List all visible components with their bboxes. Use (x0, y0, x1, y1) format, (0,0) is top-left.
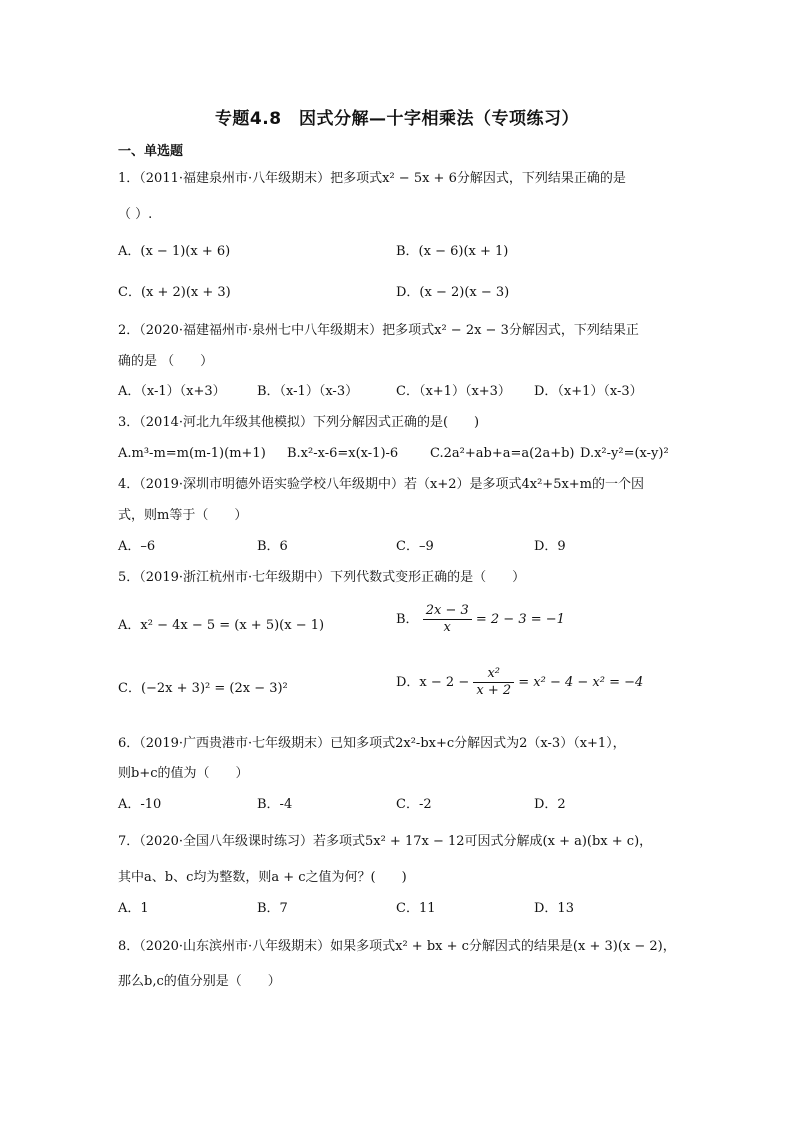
q2-option-a: A．（x-1）（x+3） (118, 384, 226, 399)
q1-option-d: D．(x − 2)(x − 3) (396, 285, 510, 300)
q5-option-d-rest: = x² − 4 − x² = −4 (518, 675, 644, 690)
q8-stem-line1: 8．（2020·山东滨州市·八年级期末）如果多项式x² + bx + c分解因式的结果是(x + 3)(x − 2)， (118, 939, 676, 954)
q6-option-a: A．-10 (118, 797, 162, 812)
q4-option-b: B．6 (257, 539, 288, 554)
q5-option-b-rest: = 2 − 3 = −1 (475, 612, 565, 627)
q5-option-c: C．(−2x + 3)² = (2x − 3)² (118, 681, 288, 696)
page-title: 专题4.8 因式分解—十字相乘法（专项练习） (214, 109, 580, 129)
q5-option-d-numerator: x² (473, 666, 514, 683)
q7-stem-line2: 其中a、b、c均为整数，则a + c之值为何？( ) (118, 870, 407, 885)
q4-option-d: D．9 (534, 539, 566, 554)
q3-option-d: D.x²-y²=(x-y)² (580, 446, 669, 461)
q1-stem-line1: 1．（2011·福建泉州市·八年级期末）把多项式x² − 5x + 6分解因式，下列结果正确的是 (118, 171, 626, 186)
q4-option-a: A．–6 (118, 539, 156, 554)
q2-stem-line1: 2．（2020·福建福州市·泉州七中八年级期末）把多项式x² − 2x − 3分解因式，下列结果正 (118, 323, 639, 338)
q6-option-d: D．2 (534, 797, 566, 812)
q5-option-d-denominator: x + 2 (476, 683, 512, 698)
q1-option-c: C．(x + 2)(x + 3) (118, 285, 231, 300)
q2-stem-line2: 确的是 （ ） (118, 354, 214, 369)
q7-option-d: D．13 (534, 901, 574, 916)
q6-stem-line2: 则b+c的值为（ ） (118, 766, 249, 781)
q7-option-c: C．11 (396, 901, 436, 916)
q6-option-c: C．-2 (396, 797, 432, 812)
q5-option-b-label: B． (396, 612, 419, 627)
q5-option-b-fraction (423, 603, 472, 636)
q3-option-b: B.x²-x-6=x(x-1)-6 (287, 446, 399, 461)
q1-stem-line2: （ ）. (118, 207, 153, 222)
q7-option-b: B．7 (257, 901, 288, 916)
q6-option-b: B．-4 (257, 797, 293, 812)
q1-option-b: B．(x − 6)(x + 1) (396, 244, 509, 259)
q5-option-a: A．x² − 4x − 5 = (x + 5)(x − 1) (118, 618, 325, 633)
q7-stem-line1: 7．（2020·全国八年级课时练习）若多项式5x² + 17x − 12可因式分解成(x + a)(bx + c)， (118, 834, 653, 849)
q5-option-b (396, 603, 565, 636)
q8-stem-line2: 那么b,c的值分别是（ ） (118, 974, 281, 989)
q4-stem-line1: 4．（2019·深圳市明德外语实验学校八年级期中）若（x+2）是多项式4x²+5x+m的一个因 (118, 477, 645, 492)
q5-option-b-denominator: x (443, 620, 451, 635)
q5-option-d (396, 666, 643, 699)
q2-option-b: B．（x-1）（x-3） (257, 384, 359, 399)
q2-option-d: D．（x+1）（x-3） (534, 384, 643, 399)
q4-stem-line2: 式，则m等于（ ） (118, 508, 248, 523)
section-heading: 一、单选题 (118, 144, 184, 159)
q1-option-a: A．(x − 1)(x + 6) (118, 244, 231, 259)
q6-stem-line1: 6．（2019·广西贵港市·七年级期末）已知多项式2x²-bx+c分解因式为2（x-3）（x+1）， (118, 736, 626, 751)
q4-option-c: C．–9 (396, 539, 434, 554)
q5-option-d-label: D．x − 2 − (396, 675, 470, 690)
q2-option-c: C．（x+1）（x+3） (396, 384, 511, 399)
q5-option-b-numerator: 2x − 3 (423, 603, 472, 620)
q7-option-a: A．1 (118, 901, 149, 916)
q3-option-a: A.m³-m=m(m-1)(m+1) (118, 446, 266, 461)
q3-option-c: C.2a²+ab+a=a(2a+b) (430, 446, 575, 461)
q3-stem-line1: 3．（2014·河北九年级其他模拟）下列分解因式正确的是( ) (118, 415, 480, 430)
q5-stem-line1: 5．（2019·浙江杭州市·七年级期中）下列代数式变形正确的是（ ） (118, 570, 526, 585)
q5-option-d-fraction (473, 666, 514, 699)
